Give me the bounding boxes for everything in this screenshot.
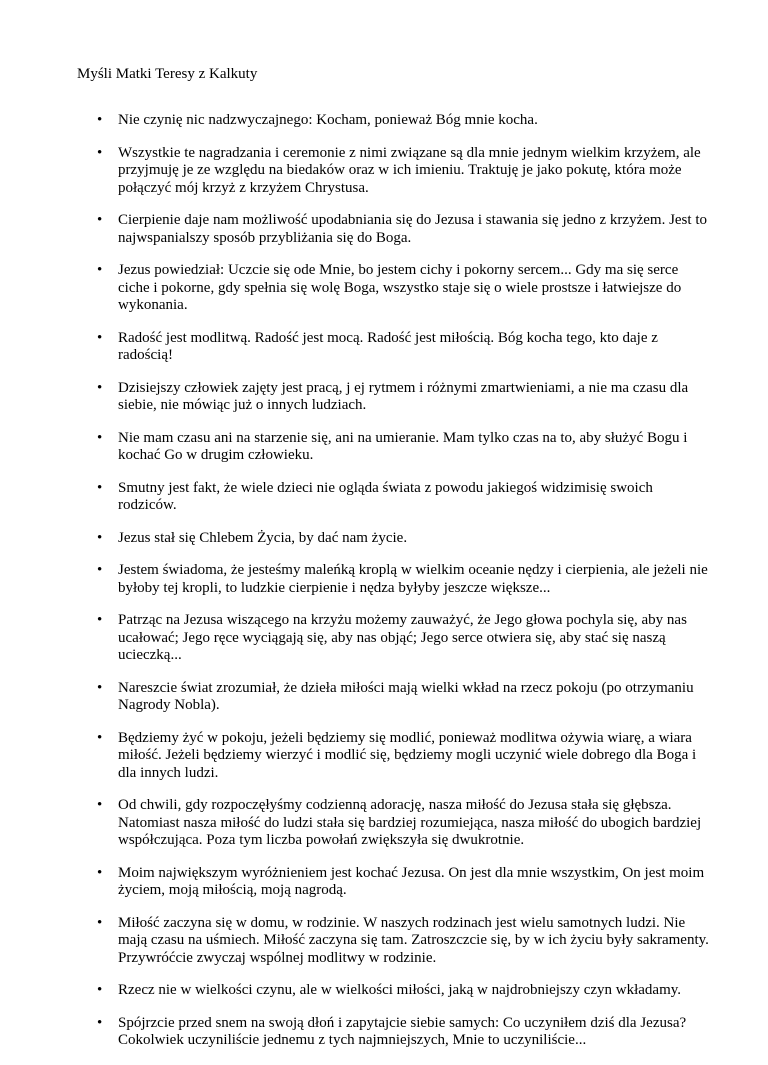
quote-text: Cierpienie daje nam możliwość upodabniania się do Jezusa i stawania się jedno z krzyżem. Jest to najwspanialszy sposób przybliżania się do Boga. xyxy=(118,212,707,246)
quote-item xyxy=(97,865,712,900)
quote-item xyxy=(97,430,712,465)
quote-text: Radość jest modlitwą. Radość jest mocą. Radość jest miłością. Bóg kocha tego, kto daje z radością! xyxy=(118,329,658,363)
bullet-icon: • xyxy=(97,479,103,496)
quote-item xyxy=(97,562,712,597)
quote-text: Miłość zaczyna się w domu, w rodzinie. W naszych rodzinach jest wielu samotnych ludzi. Nie mają czasu na uśmiech. Miłość zaczyna się tam. Zatroszczcie się, by w ich życiu były sakramenty. Przywróćcie zwyczaj wspólnej modlitwy w rodzinie. xyxy=(118,914,709,966)
bullet-icon: • xyxy=(97,729,103,746)
quote-text: Będziemy żyć w pokoju, jeżeli będziemy się modlić, ponieważ modlitwa ożywia wiarę, a wiara miłość. Jeżeli będziemy wierzyć i modlić się, będziemy mogli uczynić wiele dobrego dla Boga i dla innych ludzi. xyxy=(118,729,697,781)
quote-text: Jezus powiedział: Uczcie się ode Mnie, bo jestem cichy i pokorny sercem... Gdy ma się serce ciche i pokorne, gdy spełnia się wolę Boga, wszystko staje się o wiele prostsze i łatwiejsze do wykonania. xyxy=(118,262,682,313)
quote-item xyxy=(97,212,712,247)
bullet-icon: • xyxy=(97,679,103,696)
quote-item xyxy=(97,530,712,548)
quote-item xyxy=(97,730,712,783)
bullet-icon: • xyxy=(97,262,103,278)
quote-text: Patrząc na Jezusa wiszącego na krzyżu możemy zauważyć, że Jego głowa pochyla się, aby nas ucałować; Jego ręce wyciągają się, aby nas objąć; Jego serce otwiera się, aby stać się naszą ucieczką... xyxy=(118,612,687,663)
quote-item xyxy=(97,145,712,198)
bullet-icon: • xyxy=(97,864,103,881)
bullet-icon: • xyxy=(97,379,103,396)
bullet-icon: • xyxy=(97,529,103,546)
quote-text: Nie czynię nic nadzwyczajnego: Kocham, ponieważ Bóg mnie kocha. xyxy=(118,112,538,128)
quote-item xyxy=(97,380,712,415)
quote-text: Nie mam czasu ani na starzenie się, ani na umieranie. Mam tylko czas na to, aby służyć Bogu i kochać Go w drugim człowieku. xyxy=(118,429,688,463)
quote-text: Jezus stał się Chlebem Życia, by dać nam życie. xyxy=(118,529,408,546)
quote-item xyxy=(97,330,712,365)
quote-item xyxy=(97,1015,712,1050)
quote-text: Moim największym wyróżnieniem jest kochać Jezusa. On jest dla mnie wszystkim, On jest moim życiem, moją miłością, moją nagrodą. xyxy=(118,864,705,898)
quote-text: Nareszcie świat zrozumiał, że dzieła miłości mają wielki wkład na rzecz pokoju (po otrzymaniu Nagrody Nobla). xyxy=(118,679,694,713)
quote-item xyxy=(97,915,712,968)
quote-item xyxy=(97,680,712,715)
quote-text: Od chwili, gdy rozpoczęłyśmy codzienną adorację, nasza miłość do Jezusa stała się głębsza. Natomiast nasza miłość do ludzi stała się bardziej rozumiejąca, nasza miłość do ubogich bardziej współczująca. Poza tym liczba powołań zwiększyła się dwukrotnie. xyxy=(118,797,702,848)
quote-text: Smutny jest fakt, że wiele dzieci nie ogląda świata z powodu jakiegoś widzimisię swoich rodziców. xyxy=(118,479,653,513)
quote-item xyxy=(97,262,712,315)
bullet-icon: • xyxy=(97,914,103,931)
quote-item xyxy=(97,612,712,665)
quote-text: Wszystkie te nagradzania i ceremonie z nimi związane są dla mnie jednym wielkim krzyżem, ale przyjmuję je ze względu na biedaków oraz w ich imieniu. Traktuję je jako pokutę, która może połączyć mój krzyż z krzyżem Chrystusa. xyxy=(118,144,701,196)
bullet-icon: • xyxy=(97,144,103,161)
bullet-icon: • xyxy=(97,329,103,346)
quote-item xyxy=(97,112,712,130)
bullet-icon: • xyxy=(97,1014,103,1031)
bullet-icon: • xyxy=(97,982,103,998)
bullet-icon: • xyxy=(97,562,103,578)
quote-text: Jestem świadoma, że jesteśmy maleńką kroplą w wielkim oceanie nędzy i cierpienia, ale jeżeli nie byłoby tej kropli, to ludzkie cierpienie i nędza byłyby jeszcze większe... xyxy=(118,562,708,596)
quote-item xyxy=(97,797,712,850)
quote-text: Rzecz nie w wielkości czynu, ale w wielkości miłości, jaką w najdrobniejszy czyn wkładamy. xyxy=(118,982,682,998)
bullet-icon: • xyxy=(97,797,103,813)
bullet-icon: • xyxy=(97,612,103,628)
bullet-icon: • xyxy=(97,112,103,128)
quote-item xyxy=(97,480,712,515)
quote-list xyxy=(97,112,712,1065)
quote-text: Dzisiejszy człowiek zajęty jest pracą, j ej rytmem i różnymi zmartwieniami, a nie ma czasu dla siebie, nie mówiąc już o innych ludziach. xyxy=(118,379,689,413)
bullet-icon: • xyxy=(97,429,103,446)
page-title: Myśli Matki Teresy z Kalkuty xyxy=(77,66,258,82)
quote-item xyxy=(97,982,712,1000)
bullet-icon: • xyxy=(97,212,103,228)
quote-text: Spójrzcie przed snem na swoją dłoń i zapytajcie siebie samych: Co uczyniłem dziś dla Jezusa? Cokolwiek uczyniliście jednemu z tych najmniejszych, Mnie to uczyniliście... xyxy=(118,1014,687,1048)
